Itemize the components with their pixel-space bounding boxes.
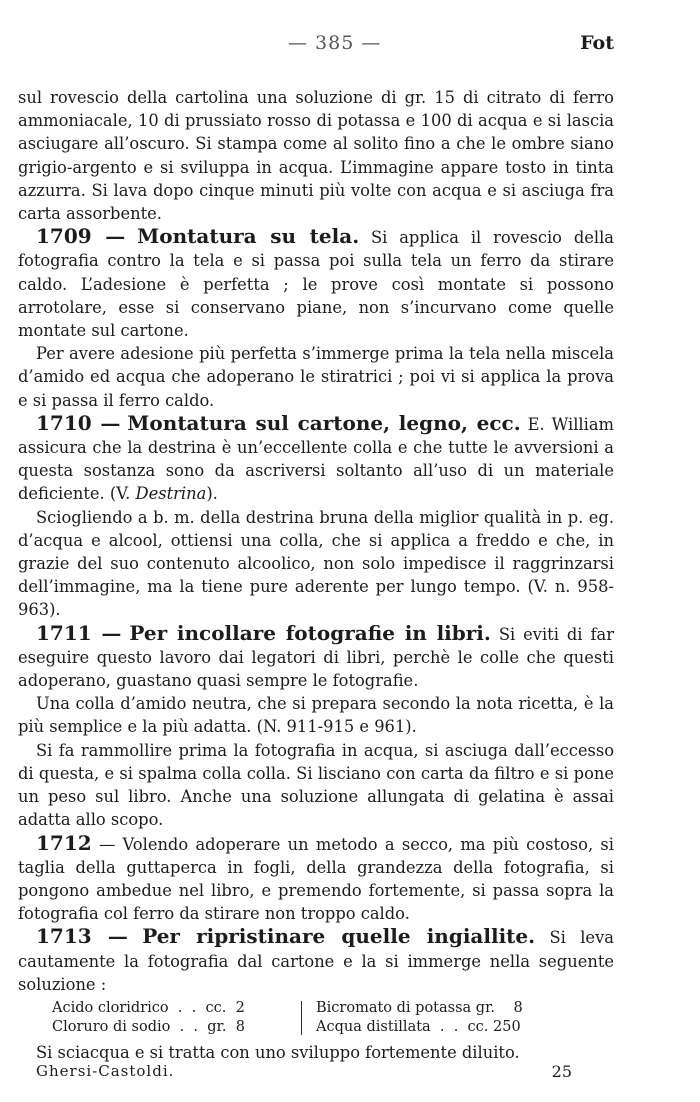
section-title: Per ripristinare quelle ingiallite. [142,924,536,949]
body-text [18,86,614,1064]
section-1712 [18,832,614,926]
ingredient-qty: 8 [513,999,523,1016]
ingredient-unit: . . cc. [168,999,227,1016]
ingredient-qty: 2 [235,999,245,1016]
section-1713 [18,925,614,996]
signature-number: 25 [551,1062,572,1081]
recipe-right-column [316,999,523,1037]
cross-reference: Destrina [135,484,207,504]
paragraph: Sciogliendo a b. m. della destrina bruna della miglior qualità in p. eg. d’acqua e alcool, ottiensi una colla, che si applica a freddo e che, in grazie del suo contenuto alcoolico, non solo impedisce il raggrinzarsi dell’immagine, ma la tiene pure aderente per lungo tempo. (V. n. 958-963). [18,507,614,620]
page-number: — 385 — [288,32,382,54]
section-text: Si eviti di far eseguire questo lavoro dai legatori di libri, perchè le colle che questi adoperano, guastano quasi sempre le fotografie. [18,624,614,691]
section-number: 1711 — [36,620,122,645]
section-text: E. William assicura che la destrina è un’eccellente colla e che tutte le avversioni a questa sostanza sono da ascriversi soltanto all’uso di un materiale deficiente. (V. [18,414,614,504]
printer-signature: Ghersi-Castoldi. [36,1062,175,1080]
section-title: Montatura su tela. [137,224,360,249]
ingredient-name: Acido cloridrico [52,999,169,1016]
section-number: 1710 — [36,410,121,435]
section-title: Montatura sul cartone, legno, ecc. [127,410,521,435]
section-text: Si leva cautamente la fotografia dal cartone e la si immerge nella seguente soluzione : [18,928,614,994]
section-1710 [18,412,614,506]
recipe-left-column [18,999,287,1037]
running-head: Fot [580,32,614,54]
recipe-row [316,1018,523,1037]
section-text: Si applica il rovescio della fotografia contro la tela e si passa poi sulla tela un ferro da stirare caldo. L’adesione è perfetta ; le prove così montate si possono arrotolare, esse si conservano piane, non s’incurvano come quelle montate sul cartone. [18,228,614,341]
paragraph: Si sciacqua e si tratta con uno sviluppo fortemente diluito. [36,1042,520,1062]
section-text: — Volendo adoperare un metodo a secco, ma più costoso, si taglia della guttaperca in fogli, della grandezza della fotografia, si pongono ambedue nel libro, e premendo fortemente, si passa sopra la fotografia col ferro da stirare non troppo caldo. [18,834,614,924]
ingredient-unit: gr. [471,999,496,1016]
ingredient-name: Cloruro di sodio [52,1018,171,1035]
recipe-table [18,999,614,1037]
ingredient-unit: . . gr. [170,1018,227,1035]
paragraph: Per avere adesione più perfetta s’immerge prima la tela nella miscela d’amido ed acqua che adoperano le stiratrici ; poi vi si applica la prova e si passa il ferro caldo. [18,344,614,410]
page-footer [18,1062,614,1086]
paragraph: Una colla d’amido neutra, che si prepara secondo la nota ricetta, è la più semplice e la più adatta. (N. 911-915 e 961). [18,694,614,737]
recipe-row [52,1018,287,1037]
recipe-row [52,999,287,1018]
section-1711 [18,622,614,693]
ingredient-qty: 8 [235,1018,245,1035]
section-1709 [18,225,614,342]
paragraph: sul rovescio della cartolina una soluzione di gr. 15 di citrato di ferro ammoniacale, 10 di prussiato rosso di potassa e 100 di acqua e si lascia asciugare all’oscuro. Si stampa come al solito fino a che le ombre siano grigio-argento e si sviluppa in acqua. L’immagine appare tosto in tinta azzurra. Si lava dopo cinque minuti più volte con acqua e si asciuga fra carta assorbente. [18,88,614,224]
page-header [18,32,614,58]
ingredient-unit: . . cc. [430,1018,489,1035]
ingredient-name: Acqua distillata [316,1018,431,1035]
section-title: Per incollare fotografie in libri. [129,620,491,645]
ingredient-qty: 250 [493,1018,521,1035]
section-number: 1712 [36,830,92,855]
paragraph: Si fa rammollire prima la fotografia in acqua, si asciuga dall’eccesso di questa, e si spalma colla colla. Si lisciano con carta da filtro e si pone un peso sul libro. Anche una soluzione allungata di gelatina è assai adatta allo scopo. [18,740,614,830]
recipe-row [316,999,523,1018]
section-number: 1709 — [36,224,126,249]
column-divider [301,1001,302,1035]
section-text-end: ). [206,484,218,504]
ingredient-name: Bicromato di potassa [316,999,472,1016]
section-number: 1713 — [36,924,128,949]
